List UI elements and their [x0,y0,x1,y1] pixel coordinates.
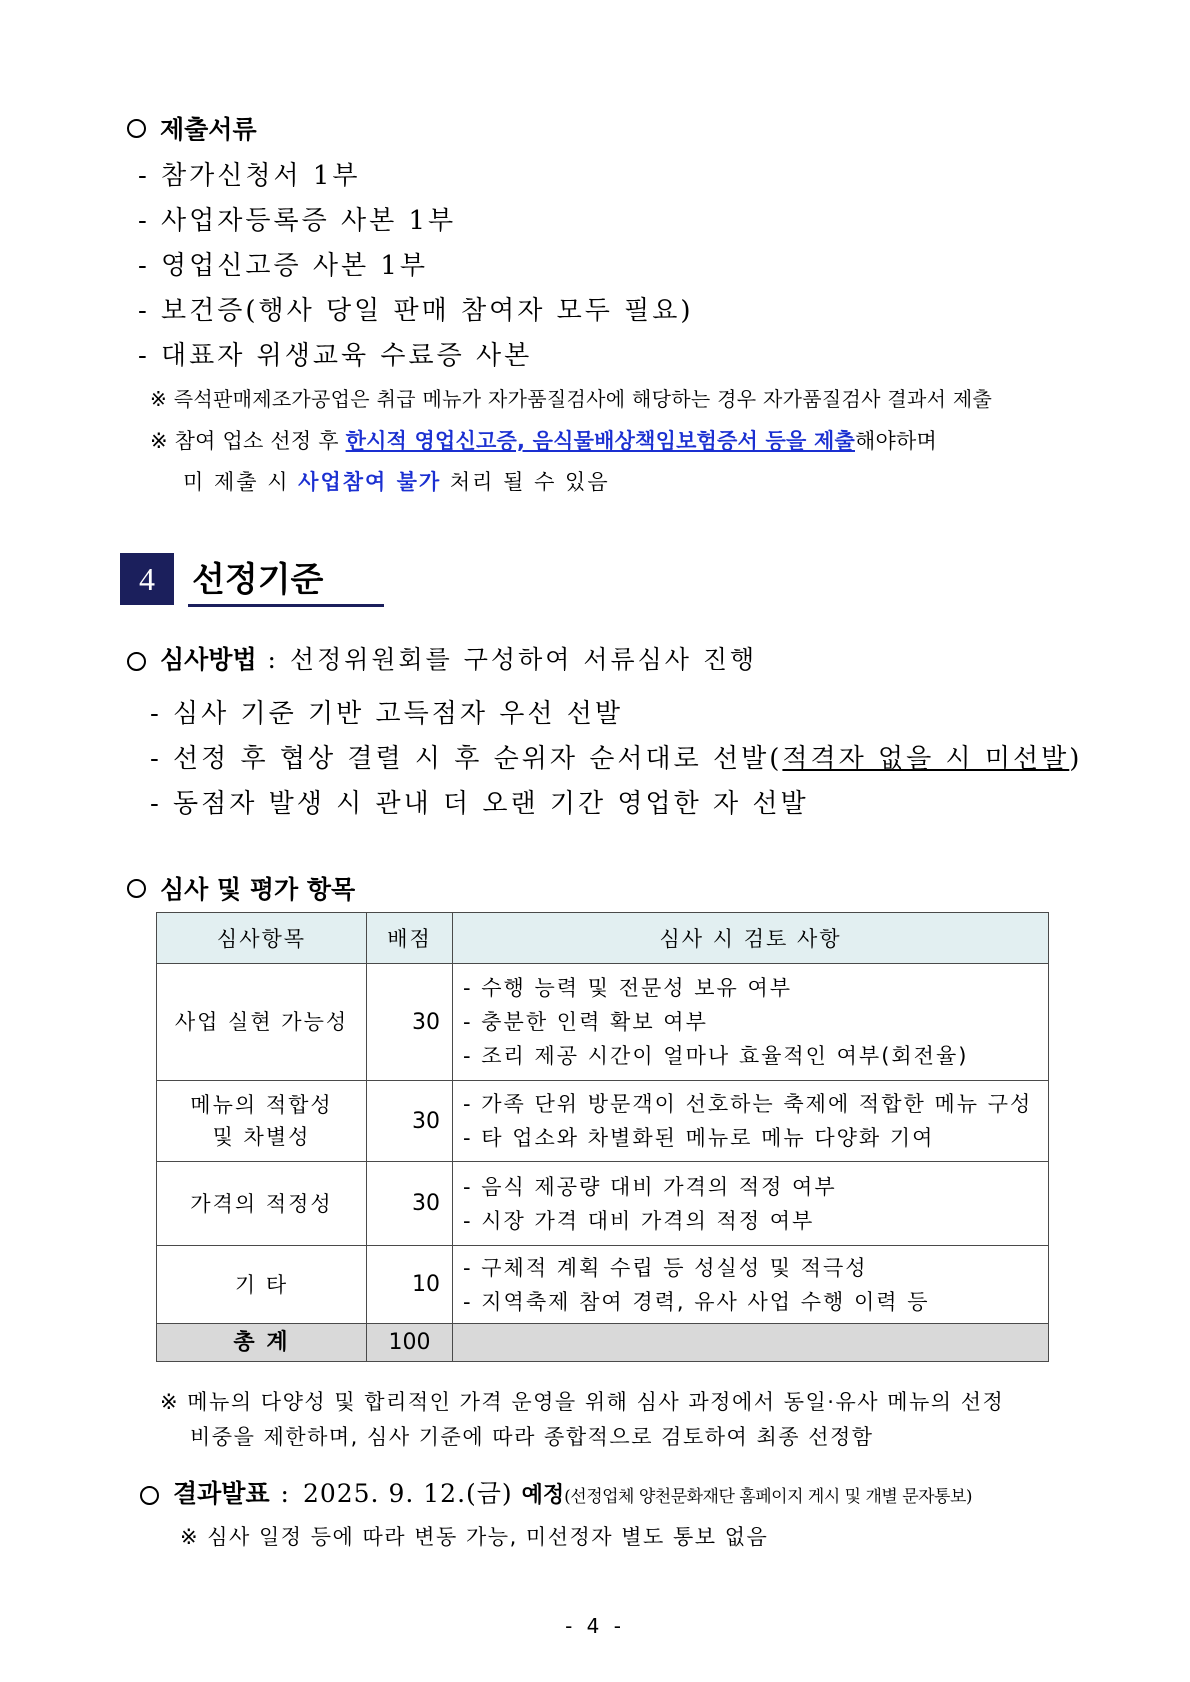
participation-unavailable-highlight: 사업참여 불가 [298,470,442,494]
method-item: - 선정 후 협상 결렬 시 후 순위자 순서대로 선발(적격자 없을 시 미선발) [150,744,1083,774]
circle-bullet-icon [140,1486,159,1505]
result-note: ※ 심사 일정 등에 따라 변동 가능, 미선정자 별도 통보 없음 [180,1525,769,1549]
circle-bullet-icon [127,652,146,671]
submission-item: - 사업자등록증 사본 1부 [138,206,457,236]
submission-item: - 영업신고증 사본 1부 [138,251,429,281]
evaluation-note: ※ 메뉴의 다양성 및 합리적인 가격 운영을 위해 심사 과정에서 동일·유사 메뉴의 선정 [160,1390,1005,1414]
total-empty [453,1324,1049,1362]
result-line: 결과발표 : 2025. 9. 12.(금) 예정(선정업체 양천문화재단 홈페이지 게시 및 개별 문자통보) [140,1474,972,1510]
submission-note-3: 미 제출 시 사업참여 불가 처리 될 수 있음 [183,470,610,494]
submission-item: - 보건증(행사 당일 판매 참여자 모두 필요) [138,296,694,326]
evaluation-heading: 심사 및 평가 항목 [127,870,355,906]
total-label: 총 계 [157,1324,367,1362]
submission-note: ※ 즉석판매제조가공업은 취급 메뉴가 자가품질검사에 해당하는 경우 자가품질검사 결과서 제출 [150,387,993,411]
total-score: 100 [367,1324,453,1362]
row-name: 가격의 적정성 [157,1162,367,1246]
table-row [157,1162,1049,1246]
submission-item: - 참가신청서 1부 [138,161,361,191]
row-score: 10 [367,1246,453,1324]
method-heading: 심사방법 : 선정위원회를 구성하여 서류심사 진행 [127,640,757,676]
submission-heading: 제출서류 [127,110,257,146]
row-score: 30 [367,964,453,1081]
section-title: 선정기준 [192,560,324,600]
table-total-row [157,1324,1049,1362]
circle-bullet-icon [127,119,146,138]
evaluation-note: 비중을 제한하며, 심사 기준에 따라 종합적으로 검토하여 최종 선정함 [190,1425,874,1449]
submission-item: - 대표자 위생교육 수료증 사본 [138,341,533,371]
section-underline [188,604,384,607]
evaluation-table [156,912,1049,1362]
header-score: 배점 [367,913,453,964]
table-row [157,1081,1049,1162]
required-documents-highlight: 한시적 영업신고증, 음식물배상책임보험증서 등을 제출 [345,429,855,453]
header-review: 심사 시 검토 사항 [453,913,1049,964]
table-header-row [157,913,1049,964]
row-score: 30 [367,1081,453,1162]
method-item: - 심사 기준 기반 고득점자 우선 선발 [150,699,623,729]
row-desc: - 가족 단위 방문객이 선호하는 축제에 적합한 메뉴 구성 - 타 업소와 차별화된 메뉴로 메뉴 다양화 기여 [453,1081,1049,1162]
row-desc: - 수행 능력 및 전문성 보유 여부 - 충분한 인력 확보 여부 - 조리 제공 시간이 얼마나 효율적인 여부(회전율) [453,964,1049,1081]
row-name: 사업 실현 가능성 [157,964,367,1081]
header-item: 심사항목 [157,913,367,964]
circle-bullet-icon [127,879,146,898]
table-row [157,1246,1049,1324]
method-item: - 동점자 발생 시 관내 더 오랜 기간 영업한 자 선발 [150,789,809,819]
row-desc: - 구체적 계획 수립 등 성실성 및 적극성 - 지역축제 참여 경력, 유사 사업 수행 이력 등 [453,1246,1049,1324]
submission-note-2: ※ 참여 업소 선정 후 한시적 영업신고증, 음식물배상책임보험증서 등을 제출해야하며 [150,429,937,453]
row-name: 메뉴의 적합성 및 차별성 [157,1081,367,1162]
row-name: 기 타 [157,1246,367,1324]
table-row [157,964,1049,1081]
row-desc: - 음식 제공량 대비 가격의 적정 여부 - 시장 가격 대비 가격의 적정 여부 [453,1162,1049,1246]
section-number: 4 [120,553,174,605]
page-number: - 4 - [565,1614,625,1638]
row-score: 30 [367,1162,453,1246]
